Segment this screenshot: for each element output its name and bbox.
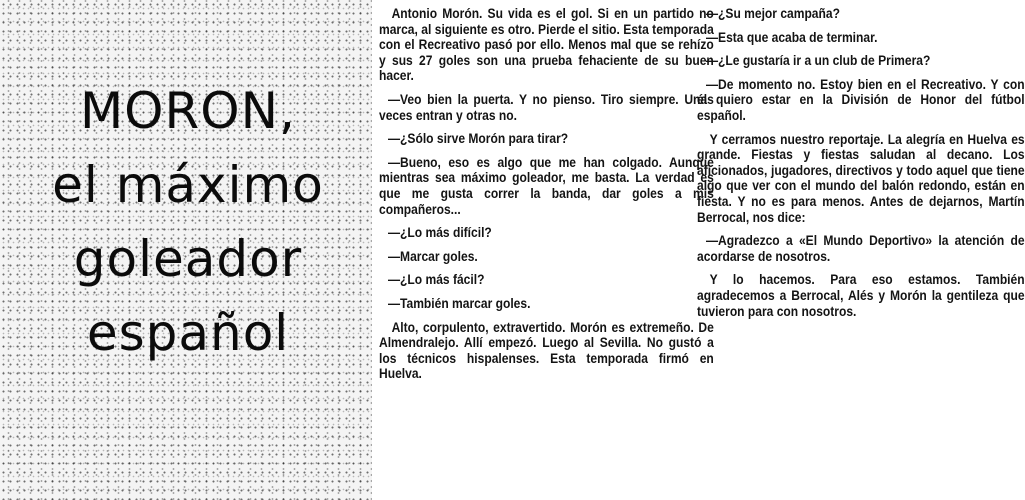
article-paragraph: —¿Su mejor campaña? xyxy=(706,6,840,21)
article-paragraph: —Bueno, eso es algo que me han colgado. Aunque mientras sea máximo goleador, me basta. La verdad es que me gusta correr la banda, dar goles a mis compañeros... xyxy=(379,154,714,217)
article-paragraph: —De momento no. Estoy bien en el Recreativo. Y con él quiero estar en la División de Honor del fútbol español. xyxy=(697,76,1025,123)
headline-line-4: español xyxy=(86,304,290,362)
article-paragraph: Antonio Morón. Su vida es el gol. Si en un partido no marca, al siguiente es otro. Pierde el sitio. Esta temporada con el Recreativo pasó por ello. Menos mal que se rehízo y sus 27 goles son una prueba fehaciente de su buen hacer. xyxy=(379,6,714,84)
headline xyxy=(8,74,368,370)
article-paragraph: —Esta que acaba de terminar. xyxy=(706,29,878,45)
article-paragraph: —También marcar goles. xyxy=(388,295,531,311)
headline-line-2: el máximo xyxy=(52,156,324,214)
article-paragraph: —Veo bien la puerta. Y no pienso. Tiro siempre. Unas veces entran y otras no. xyxy=(379,91,714,123)
article-paragraph: —¿Lo más fácil? xyxy=(388,272,485,288)
article-paragraph: —Agradezco a «El Mundo Deportivo» la atención de acordarse de nosotros. xyxy=(697,233,1025,264)
article-paragraph: —¿Lo más difícil? xyxy=(388,225,492,241)
headline-panel xyxy=(0,0,372,500)
article-paragraph: —Marcar goles. xyxy=(388,248,478,264)
article-column-1 xyxy=(379,6,714,390)
headline-line-1: MORON, xyxy=(80,82,296,140)
article-column-2 xyxy=(697,6,1025,327)
article-paragraph: Y lo hacemos. Para eso estamos. También agradecemos a Berrocal, Alés y Morón la gentileza que tuvieron para con nosotros. xyxy=(697,272,1025,319)
article-paragraph: —¿Le gustaría ir a un club de Primera? xyxy=(706,53,931,69)
article-paragraph: Alto, corpulento, extravertido. Morón es extremeño. De Almendralejo. Allí empezó. Luego al Sevilla. No gustó a los técnicos hispalenses. Esta temporada firmó en Huelva. xyxy=(379,319,714,382)
article-paragraph: Y cerramos nuestro reportaje. La alegría en Huelva es grande. Fiestas y fiestas saludan al decano. Los aficionados, jugadores, directivos y todo aquel que tiene algo que ver con el mundo del balón redondo, están en fiesta. Y no es para menos. Antes de dejarnos, Martín Berrocal, nos dice: xyxy=(697,131,1025,225)
headline-line-3: goleador xyxy=(73,230,303,288)
article-paragraph: —¿Sólo sirve Morón para tirar? xyxy=(388,131,569,147)
